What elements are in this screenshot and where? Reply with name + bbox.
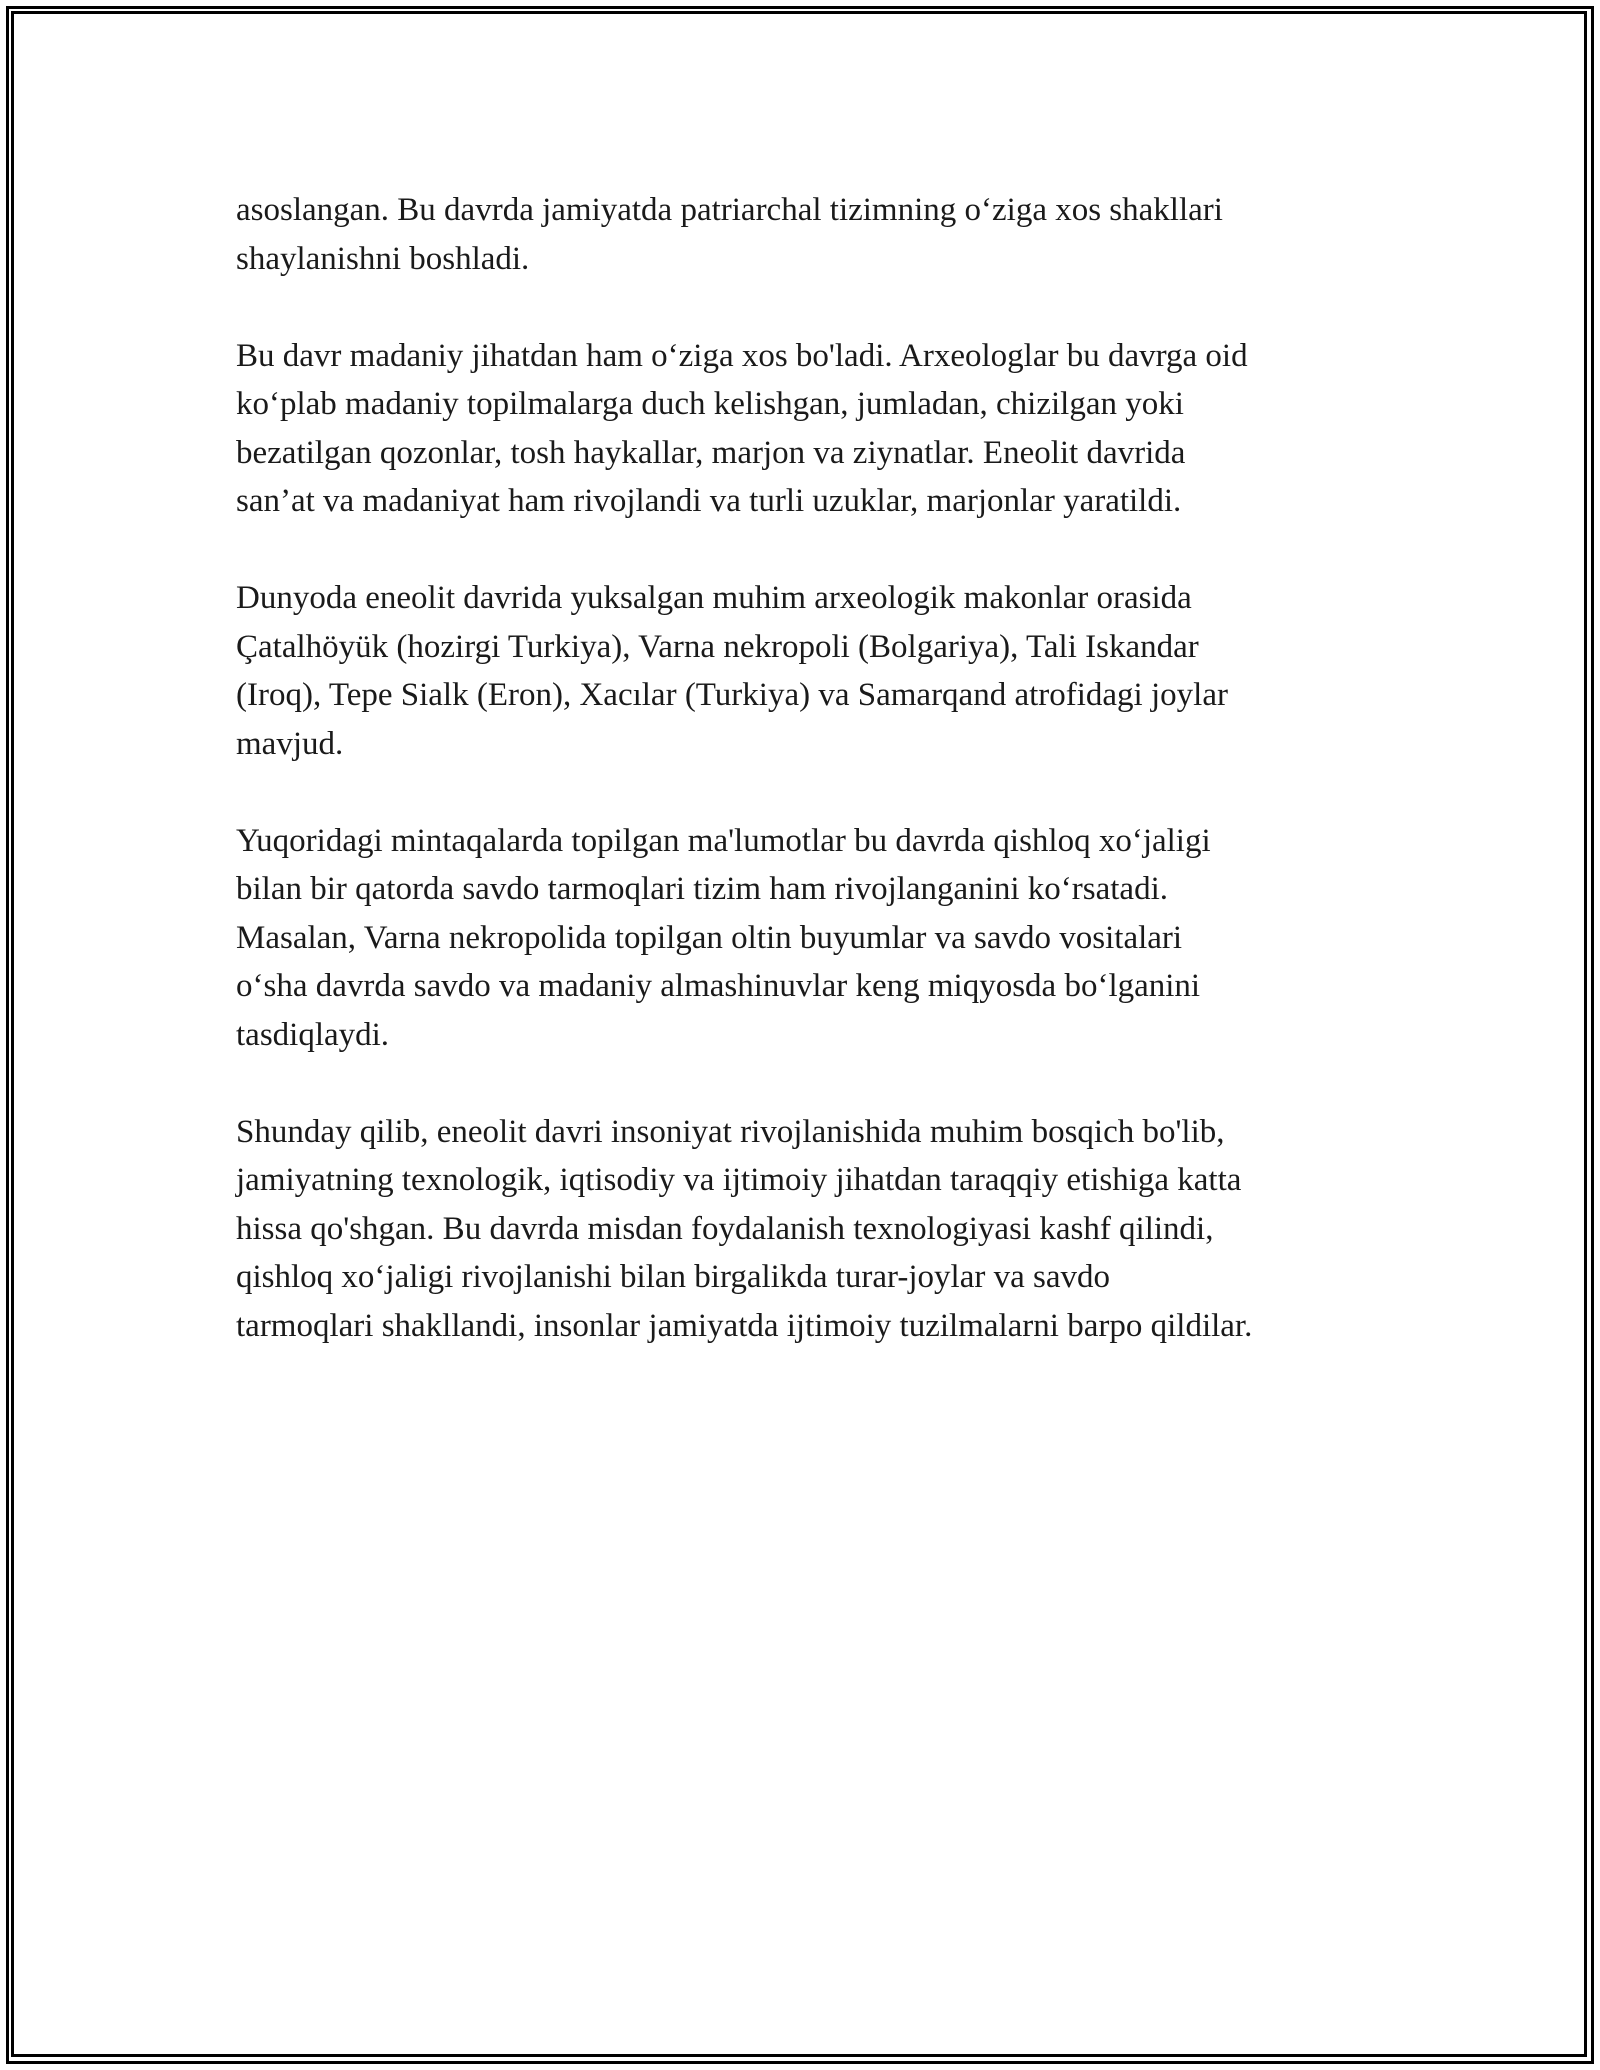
- paragraph-1: asoslangan. Bu davrda jamiyatda patriarchal tizimning o‘ziga xos shakllari shaylanishni boshladi.: [236, 192, 1223, 277]
- paragraph-3: Dunyoda eneolit davrida yuksalgan muhim arxeologik makonlar orasida Çatalhöyük (hozirgi Turkiya), Varna nekropoli (Bolgariya), Tali Iskandar (Iroq), Tepe Sialk (Eron), Xacılar (Turkiya) va Samarqand atrofidagi joylar mavjud.: [236, 580, 1228, 762]
- paragraph-4: Yuqoridagi mintaqalarda topilgan ma'lumotlar bu davrda qishloq xo‘jaligi bilan bir qatorda savdo tarmoqlari tizim ham rivojlanganini ko‘rsatadi. Masalan, Varna nekropolida topilgan oltin buyumlar va savdo vositalari o‘sha davrda savdo va madaniy almashinuvlar keng miqyosda bo‘lganini tasdiqlaydi.: [236, 822, 1211, 1053]
- paragraph-5: Shunday qilib, eneolit davri insoniyat rivojlanishida muhim bosqich bo'lib, jamiyatning texnologik, iqtisodiy va ijtimoiy jihatdan taraqqiy etishiga katta hissa qo'shgan. Bu davrda misdan foydalanish texnologiyasi kashf qilindi, qishloq xo‘jaligi rivojlanishi bilan birgalikda turar-joylar va savdo tarmoqlari shakllandi, insonlar jamiyatda ijtimoiy tuzilmalarni barpo qildilar.: [236, 1113, 1253, 1344]
- document-body: [236, 186, 1376, 1399]
- paragraph-2: Bu davr madaniy jihatdan ham o‘ziga xos bo'ladi. Arxeologlar bu davrga oid ko‘plab madaniy topilmalarga duch kelishgan, jumladan, chizilgan yoki bezatilgan qozonlar, tosh haykallar, marjon va ziynatlar. Eneolit davrida san’at va madaniyat ham rivojlandi va turli uzuklar, marjonlar yaratildi.: [236, 337, 1248, 519]
